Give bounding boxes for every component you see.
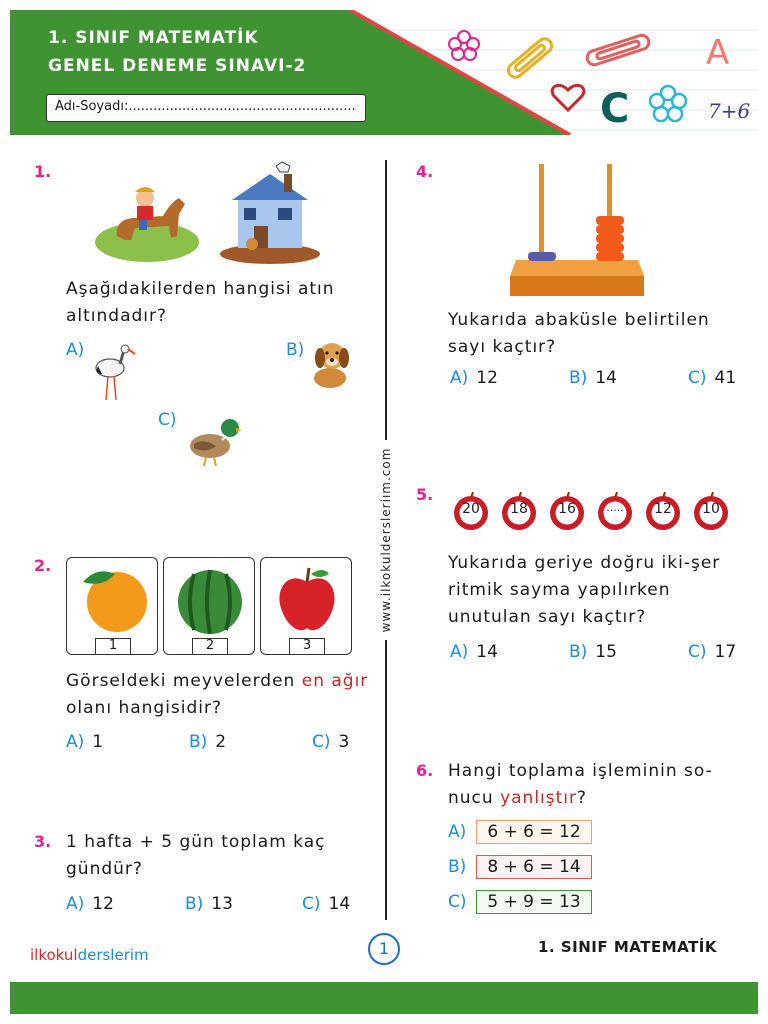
orange-icon: [73, 562, 153, 636]
footer-logo-part2: derslerim: [77, 946, 149, 964]
q2-option-b-label: B): [189, 732, 208, 752]
page-header: [10, 10, 758, 135]
q2-option-b[interactable]: [189, 732, 226, 752]
q5-option-c-label: C): [688, 642, 707, 662]
q2-option-a[interactable]: [66, 732, 103, 752]
q1-text: Aşağıdakilerden hangisi atın altındadır?: [66, 279, 335, 326]
q4-option-b-value: 14: [595, 368, 617, 388]
q1-option-a-label: A): [66, 340, 85, 360]
sequence-number: 10: [702, 501, 720, 517]
fruit-box-3: [260, 557, 352, 655]
q5-option-b[interactable]: [569, 642, 617, 662]
sum-decoration: 7+6: [708, 99, 751, 123]
q1-option-a[interactable]: [66, 340, 92, 360]
sequence-number: 16: [558, 501, 576, 517]
q1-option-c[interactable]: [158, 410, 185, 430]
q6-option-c[interactable]: [448, 892, 475, 912]
q5-option-a[interactable]: [450, 642, 498, 662]
sequence-number: .....: [606, 501, 624, 514]
q1-option-b-label: B): [286, 340, 305, 360]
q2-option-b-value: 2: [215, 732, 227, 752]
q5-number: 5.: [416, 485, 434, 504]
footer-logo: [30, 946, 149, 964]
q2-text-before: Görseldeki meyvelerden: [66, 671, 302, 691]
q1-option-c-label: C): [158, 410, 177, 430]
fruit-number-1: 1: [95, 638, 131, 655]
house-illustration: [218, 160, 322, 264]
footer-logo-part1: ilkokul: [30, 946, 78, 964]
column-divider-bottom: [385, 640, 387, 920]
q4-option-c[interactable]: [688, 368, 736, 388]
sequence-apple: [692, 492, 730, 530]
vertical-site-url: www.ilkokuldersleriım.com: [379, 447, 393, 633]
header-title-line1: 1. SINIF MATEMATİK: [48, 28, 259, 48]
paperclip-icon-2: [585, 33, 650, 66]
q6-option-a[interactable]: [448, 822, 474, 842]
q2-option-c-value: 3: [338, 732, 350, 752]
q5-option-a-label: A): [450, 642, 469, 662]
watermelon-icon: [170, 562, 250, 636]
q4-option-b[interactable]: [569, 368, 617, 388]
q6-option-c-label: C): [448, 892, 467, 912]
q6-option-a-equation: 6 + 6 = 12: [476, 820, 592, 844]
abacus-illustration: [506, 160, 648, 300]
q6-option-b[interactable]: [448, 857, 474, 877]
apple-icon: [267, 562, 347, 636]
q6-option-a-label: A): [448, 822, 467, 842]
header-title-line2: GENEL DENEME SINAVI-2: [48, 56, 307, 76]
name-field[interactable]: Adı-Soyadı:.......................................................: [46, 94, 366, 122]
q2-option-c-label: C): [312, 732, 331, 752]
q5-text: Yukarıda geriye doğru iki-şer ritmik sayma yapılırken unutulan sayı kaçtır?: [448, 553, 721, 627]
q3-option-c[interactable]: [302, 894, 350, 914]
footer-bar: [10, 982, 758, 1014]
flower-icon-2: [650, 86, 686, 121]
q2-text-emphasis: en ağır: [301, 671, 369, 691]
q3-number: 3.: [34, 832, 52, 851]
q2-option-a-value: 1: [92, 732, 104, 752]
q3-option-b-label: B): [185, 894, 204, 914]
q5-option-b-value: 15: [595, 642, 617, 662]
letter-c-decoration: C: [600, 86, 630, 132]
fruit-number-3: 3: [289, 638, 325, 655]
q4-option-a-value: 12: [476, 368, 498, 388]
footer-title: 1. SINIF MATEMATİK: [538, 938, 718, 956]
fruit-box-1: [66, 557, 158, 655]
q6-text: [448, 758, 740, 812]
paperclip-icon: [506, 36, 555, 80]
q5-option-b-label: B): [569, 642, 588, 662]
q4-option-c-label: C): [688, 368, 707, 388]
puppy-illustration: [306, 338, 352, 390]
q4-option-c-value: 41: [714, 368, 737, 388]
sequence-number: 12: [654, 501, 672, 517]
q4-option-a[interactable]: [450, 368, 498, 388]
column-divider-top: [385, 160, 387, 440]
q2-option-c[interactable]: [312, 732, 349, 752]
q5-option-c[interactable]: [688, 642, 736, 662]
stork-illustration: [92, 340, 136, 402]
duck-illustration: [186, 414, 242, 468]
q6-option-b-equation: 8 + 6 = 14: [476, 855, 592, 879]
q2-option-a-label: A): [66, 732, 85, 752]
q3-option-a-value: 12: [92, 894, 114, 914]
fruit-number-2: 2: [192, 638, 228, 655]
q1-number: 1.: [34, 162, 52, 181]
q3-option-c-value: 14: [328, 894, 351, 914]
sequence-number: 18: [510, 501, 528, 517]
q6-option-b-label: B): [448, 857, 467, 877]
q6-number: 6.: [416, 761, 434, 780]
q3-option-b[interactable]: [185, 894, 233, 914]
sequence-apple: [596, 492, 634, 530]
sequence-number: 20: [462, 501, 480, 517]
q3-option-a[interactable]: [66, 894, 114, 914]
flower-icon: [449, 31, 479, 60]
letter-a-decoration: A: [706, 33, 730, 73]
q3-option-c-label: C): [302, 894, 321, 914]
q4-text: Yukarıda abaküsle belirtilen sayı kaçtır?: [448, 310, 710, 357]
q4-number: 4.: [416, 162, 434, 181]
q4-option-b-label: B): [569, 368, 588, 388]
q3-option-a-label: A): [66, 894, 85, 914]
q2-text-after: olanı hangisidir?: [66, 698, 223, 718]
q3-text: 1 hafta + 5 gün toplam kaç gündür?: [66, 832, 326, 879]
sequence-apple: [452, 492, 490, 530]
header-decorations: [440, 18, 758, 133]
q6-option-c-equation: 5 + 9 = 13: [476, 890, 592, 914]
q2-number: 2.: [34, 556, 52, 575]
q2-text: [66, 668, 376, 722]
q3-option-b-value: 13: [211, 894, 233, 914]
sequence-apple: [548, 492, 586, 530]
page-number: 1: [368, 933, 400, 965]
fruit-box-2: [163, 557, 255, 655]
q6-text-after: ?: [577, 788, 588, 808]
q4-option-a-label: A): [450, 368, 469, 388]
q5-option-a-value: 14: [476, 642, 498, 662]
q6-text-before: Hangi toplama işleminin so-nucu: [448, 761, 713, 808]
sequence-apple: [644, 492, 682, 530]
sequence-apple: [500, 492, 538, 530]
q6-text-emphasis: yanlıştır: [500, 788, 578, 808]
heart-icon: [552, 85, 584, 110]
horse-rider-illustration: [95, 180, 200, 262]
q5-option-c-value: 17: [714, 642, 737, 662]
